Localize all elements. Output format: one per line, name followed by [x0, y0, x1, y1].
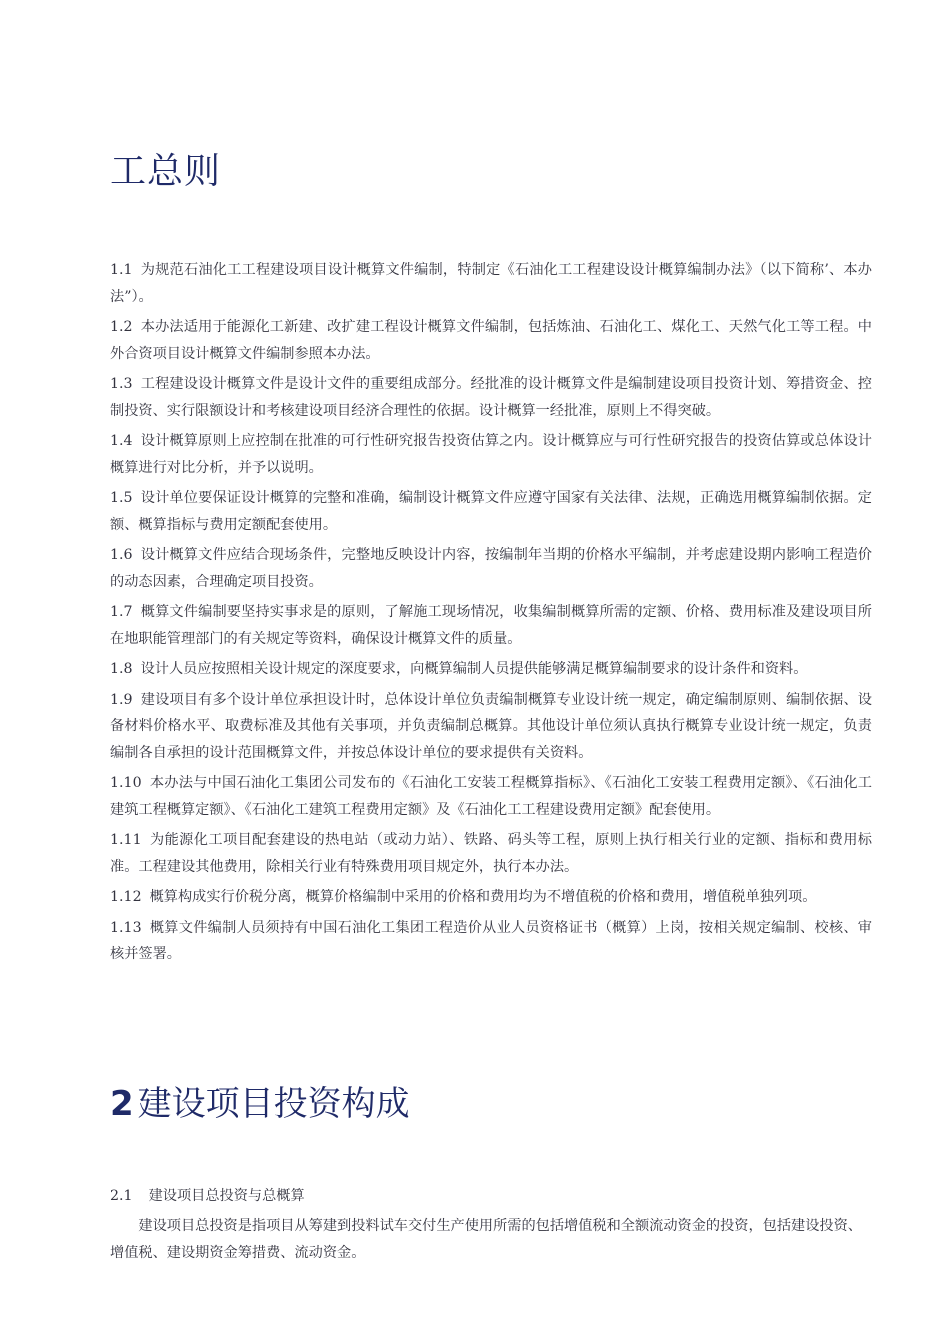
clause-text: 工程建设设计概算文件是设计文件的重要组成部分。经批准的设计概算文件是编制建设项目投资计划、筹措资金、控制投资、实行限额设计和考核建设项目经济合理性的依据。设计概算一经批准，原则上不得突破。 [110, 376, 872, 419]
section-2-title-text: 建设项目投资构成 [137, 1084, 410, 1124]
clause-text: 设计概算原则上应控制在批准的可行性研究报告投资估算之内。设计概算应与可行性研究报告的投资估算或总体设计概算进行对比分析，并予以说明。 [110, 433, 872, 476]
clause-item [110, 542, 872, 595]
clause-number: 1.7 [110, 604, 133, 620]
clause-text: 设计人员应按照相关设计规定的深度要求，向概算编制人员提供能够满足概算编制要求的设计条件和资料。 [140, 661, 808, 677]
clause-number: 1.3 [110, 376, 133, 392]
clause-item [110, 257, 872, 310]
clause-text: 本办法适用于能源化工新建、改扩建工程设计概算文件编制，包括炼油、石油化工、煤化工、天然气化工等工程。中外合资项目设计概算文件编制参照本办法。 [110, 319, 872, 362]
clause-item [110, 687, 872, 767]
clause-number: 1.2 [110, 319, 133, 335]
clause-number: 1.1 [110, 262, 133, 278]
clause-item [110, 314, 872, 367]
section-2-number: 2 [110, 1084, 134, 1124]
clause-item [110, 428, 872, 481]
clause-number: 1.12 [110, 889, 142, 905]
subsection-2-1-paragraph: 建设项目总投资是指项目从筹建到投料试车交付生产使用所需的包括增值税和全额流动资金的投资，包括建设投资、增值税、建设期资金筹措费、流动资金。 [110, 1218, 862, 1261]
clause-number: 1.10 [110, 775, 142, 791]
section-1-title: 工总则 [110, 151, 222, 192]
clause-text: 建设项目有多个设计单位承担设计时，总体设计单位负责编制概算专业设计统一规定，确定编制原则、编制依据、设备材料价格水平、取费标准及其他有关事项，并负责编制总概算。其他设计单位须认真执行概算专业设计统一规定，负责编制各自承担的设计范围概算文件，并按总体设计单位的要求提供有关资料。 [110, 691, 872, 761]
clause-item [110, 827, 872, 880]
clause-number: 1.11 [110, 832, 142, 848]
clause-number: 1.8 [110, 661, 133, 677]
clause-number: 1.6 [110, 547, 133, 563]
subsection-title: 建设项目总投资与总概算 [148, 1188, 305, 1204]
clause-item [110, 485, 872, 538]
clause-text: 概算文件编制人员须持有中国石油化工集团工程造价从业人员资格证书（概算）上岗，按相关规定编制、校核、审核并签署。 [110, 919, 872, 962]
clause-text: 概算构成实行价税分离，概算价格编制中采用的价格和费用均为不增值税的价格和费用，增值税单独列项。 [149, 889, 817, 905]
clause-text: 为规范石油化工工程建设项目设计概算文件编制，特制定《石油化工工程建设设计概算编制办法》（以下简称’、本办法”）。 [110, 262, 872, 305]
subsection-number: 2.1 [110, 1188, 133, 1204]
clause-text: 设计单位要保证设计概算的完整和准确，编制设计概算文件应遵守国家有关法律、法规，正确选用概算编制依据。定额、概算指标与费用定额配套使用。 [110, 490, 872, 533]
clause-item [110, 599, 872, 652]
clause-item [110, 915, 872, 968]
clause-item [110, 371, 872, 424]
clause-text: 设计概算文件应结合现场条件，完整地反映设计内容，按编制年当期的价格水平编制，并考虑建设期内影响工程造价的动态因素，合理确定项目投资。 [110, 547, 872, 590]
clause-text: 本办法与中国石油化工集团公司发布的《石油化工安装工程概算指标》、《石油化工安装工程费用定额》、《石油化工建筑工程概算定额》、《石油化工建筑工程费用定额》及《石油化工工程建设费用定额》配套使用。 [110, 775, 872, 818]
clause-list [110, 257, 872, 972]
clause-number: 1.5 [110, 490, 133, 506]
clause-text: 概算文件编制要坚持实事求是的原则，了解施工现场情况，收集编制概算所需的定额、价格、费用标准及建设项目所在地职能管理部门的有关规定等资料，确保设计概算文件的质量。 [110, 604, 872, 647]
subsection-2-1-heading [110, 1184, 305, 1208]
section-2-title [110, 1080, 410, 1128]
clause-item [110, 884, 872, 911]
clause-number: 1.13 [110, 919, 142, 936]
clause-text: 为能源化工项目配套建设的热电站（或动力站）、铁路、码头等工程，原则上执行相关行业的定额、指标和费用标准。工程建设其他费用，除相关行业有特殊费用项目规定外，执行本办法。 [110, 832, 872, 875]
clause-number: 1.9 [110, 691, 133, 708]
clause-item [110, 770, 872, 823]
clause-item [110, 656, 872, 683]
clause-number: 1.4 [110, 433, 133, 449]
